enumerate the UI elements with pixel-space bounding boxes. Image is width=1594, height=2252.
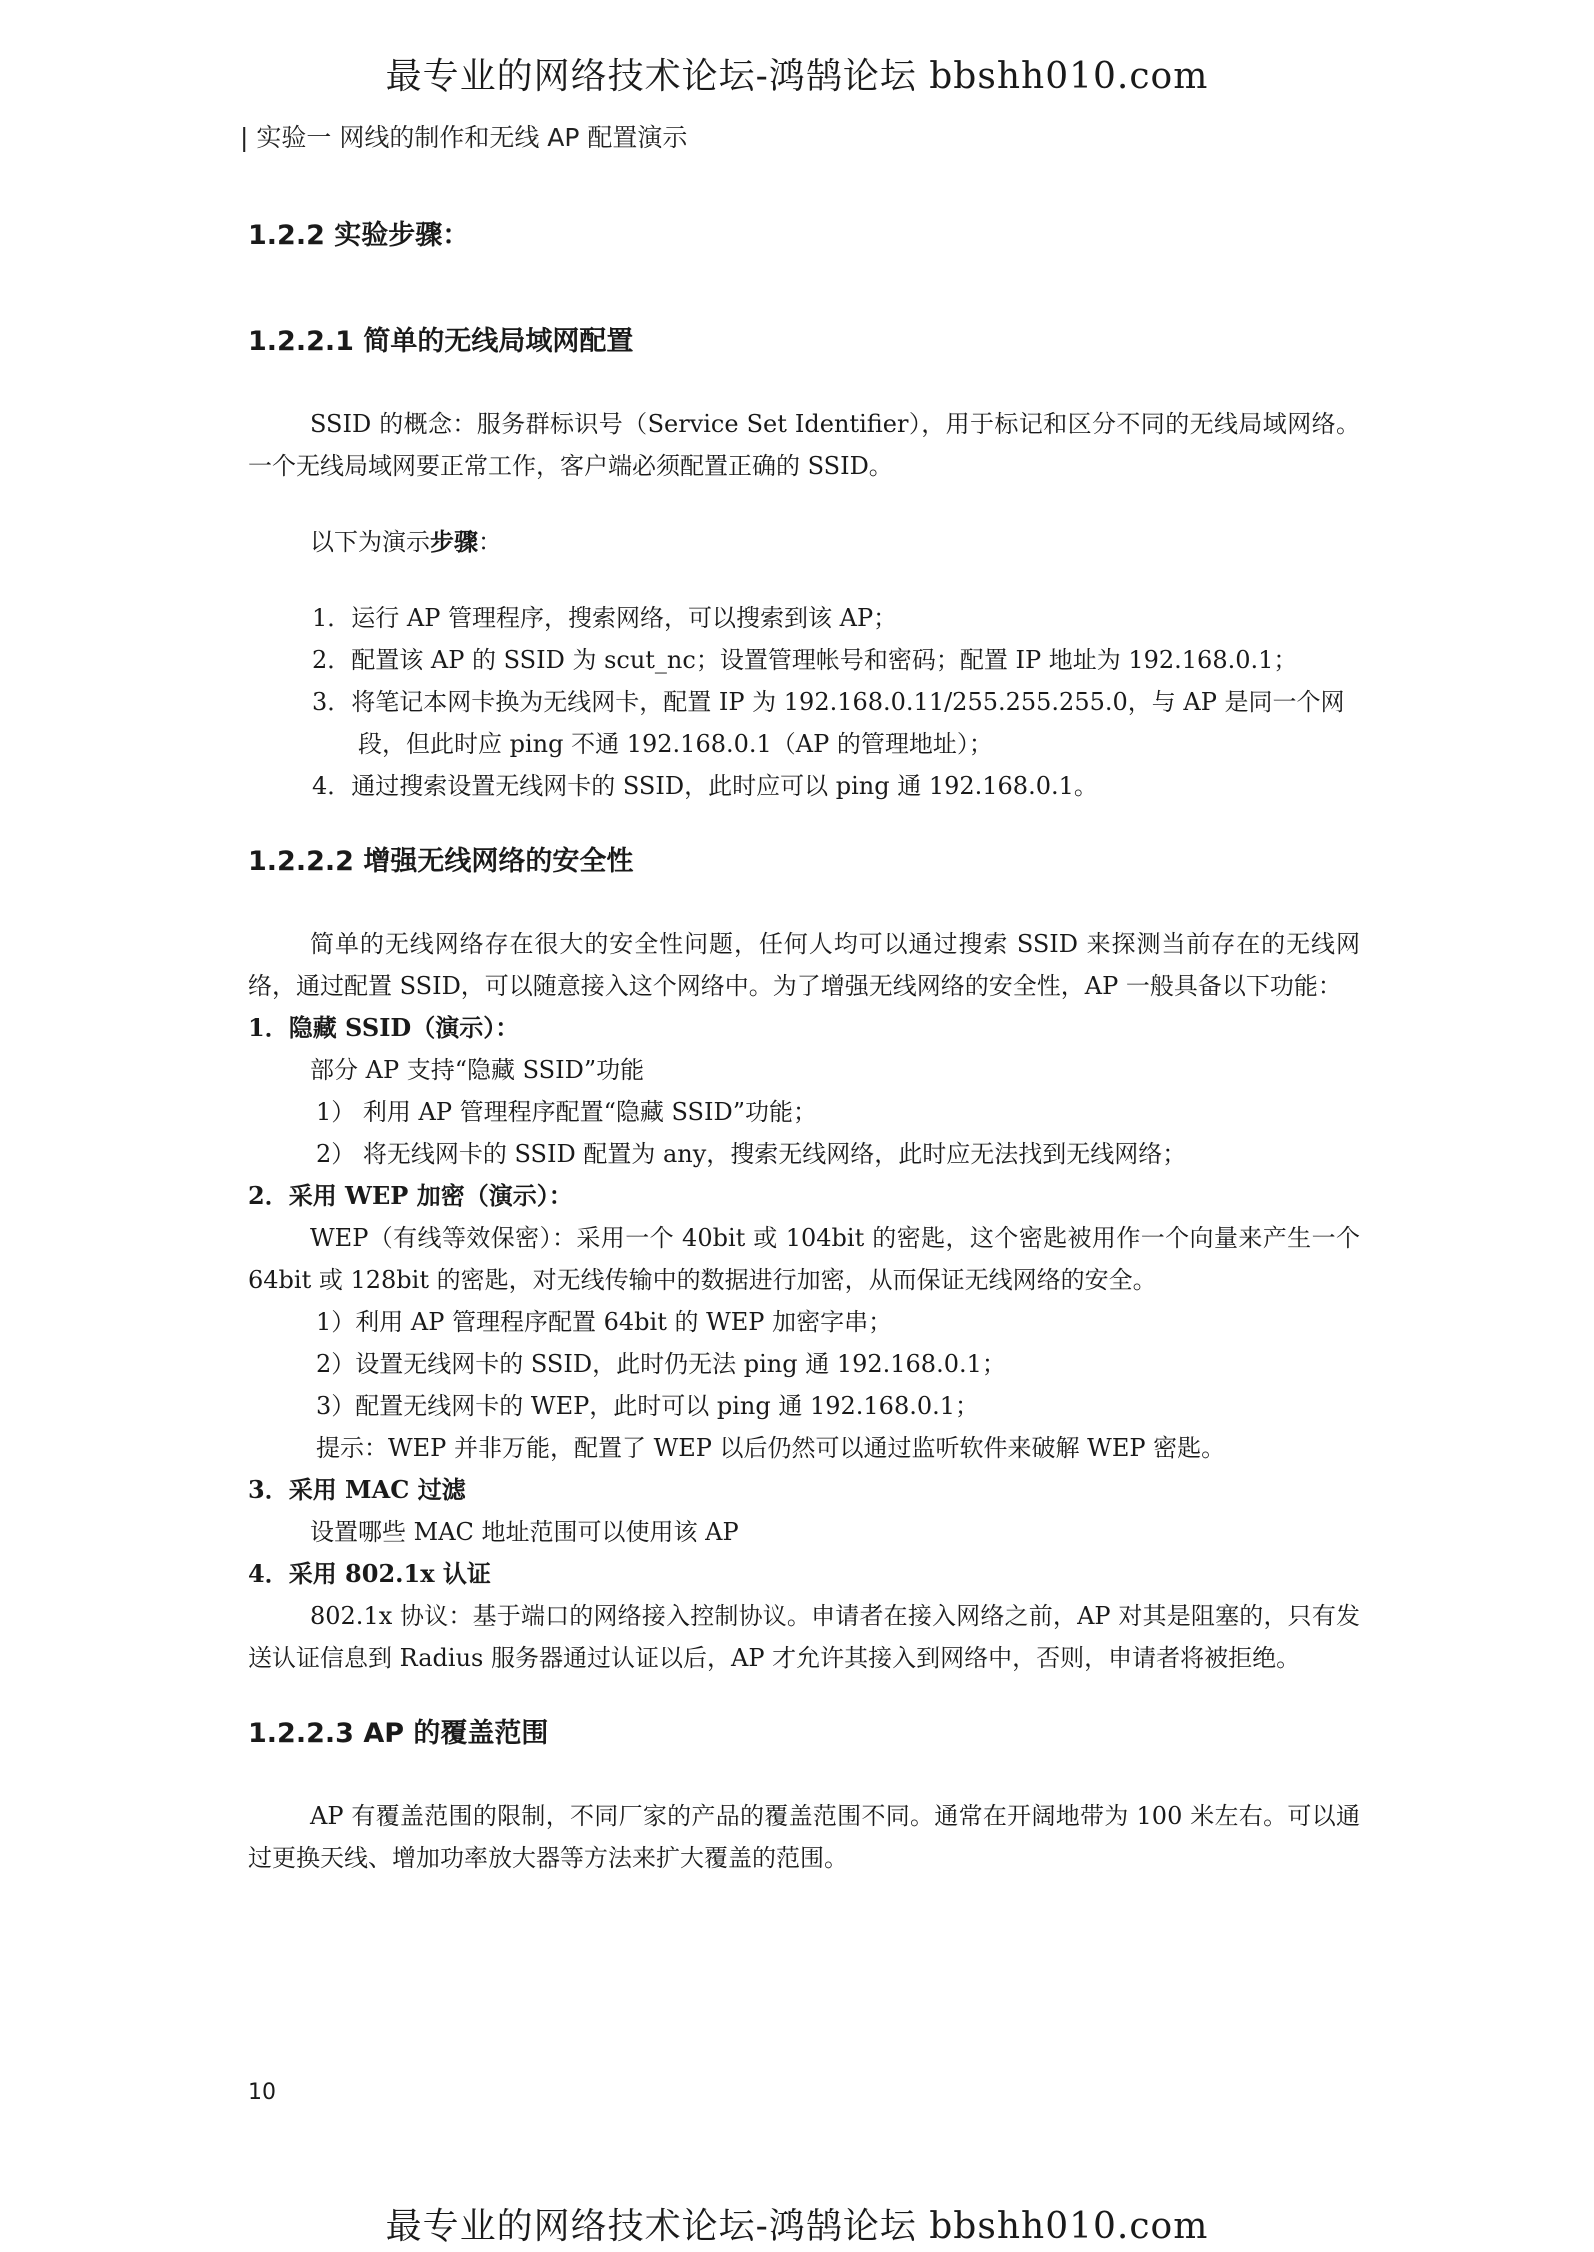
mac-filter-body: 设置哪些 MAC 地址范围可以使用该 AP: [310, 1518, 739, 1546]
wep-title: 2．采用 WEP 加密（演示）：: [248, 1181, 573, 1210]
hide-ssid-title: 1．隐藏 SSID（演示）：: [248, 1013, 520, 1042]
list-item: 4．通过搜索设置无线网卡的 SSID，此时应可以 ping 通 192.168.0.1。: [312, 772, 1098, 800]
list-item: 3．将笔记本网卡换为无线网卡，配置 IP 为 192.168.0.11/255.255.255.0，与 AP 是同一个网段，但此时应 ping 不通 192.168.0.1（AP 的管理地址）；: [312, 688, 1345, 758]
demo-steps-list: [248, 597, 1360, 807]
page-content: [248, 205, 1360, 1879]
hide-ssid-step-1: 1） 利用 AP 管理程序配置“隐藏 SSID”功能；: [316, 1098, 817, 1126]
list-item: 1．运行 AP 管理程序，搜索网络，可以搜索到该 AP；: [312, 604, 898, 632]
hide-ssid-body: 部分 AP 支持“隐藏 SSID”功能: [310, 1056, 645, 1084]
mac-filter-title: 3．采用 MAC 过滤: [248, 1475, 466, 1504]
steps-intro-bold: 步骤: [430, 527, 478, 556]
wep-tip: 提示：WEP 并非万能，配置了 WEP 以后仍然可以通过监听软件来破解 WEP 密匙。: [316, 1434, 1226, 1462]
heading-1-2-2-2: 1.2.2.2 增强无线网络的安全性: [248, 846, 634, 877]
coverage-paragraph: AP 有覆盖范围的限制，不同厂家的产品的覆盖范围不同。通常在开阔地带为 100 米左右。可以通过更换天线、增加功率放大器等方法来扩大覆盖的范围。: [248, 1802, 1360, 1872]
steps-intro-prefix: 以下为演示: [310, 528, 430, 556]
bottom-banner: 最专业的网络技术论坛-鸿鹄论坛 bbshh010.com: [385, 2206, 1209, 2247]
ssid-concept-paragraph: SSID 的概念：服务群标识号（Service Set Identifier），用于标记和区分不同的无线局域网络。一个无线局域网要正常工作，客户端必须配置正确的 SSID。: [248, 410, 1360, 480]
steps-intro-suffix: ：: [478, 528, 502, 556]
dot1x-body: 802.1x 协议：基于端口的网络接入控制协议。申请者在接入网络之前，AP 对其是阻塞的，只有发送认证信息到 Radius 服务器通过认证以后，AP 才允许其接入到网络中，否则，申请者将被拒绝。: [248, 1602, 1360, 1672]
heading-1-2-2-3: 1.2.2.3 AP 的覆盖范围: [248, 1718, 549, 1749]
dot1x-title: 4．采用 802.1x 认证: [248, 1559, 491, 1588]
heading-1-2-2-1: 1.2.2.1 简单的无线局域网配置: [248, 326, 634, 357]
heading-1-2-2: 1.2.2 实验步骤：: [248, 220, 470, 251]
wep-step-3: 3）配置无线网卡的 WEP，此时可以 ping 通 192.168.0.1；: [316, 1392, 980, 1420]
list-item: 2．配置该 AP 的 SSID 为 scut_nc；设置管理帐号和密码；配置 IP 地址为 192.168.0.1；: [312, 646, 1298, 674]
running-header: | 实验一 网线的制作和无线 AP 配置演示: [240, 123, 688, 152]
steps-intro: [310, 521, 1360, 563]
wep-body: WEP（有线等效保密）：采用一个 40bit 或 104bit 的密匙，这个密匙被用作一个向量来产生一个 64bit 或 128bit 的密匙，对无线传输中的数据进行加密，从而保证无线网络的安全。: [248, 1224, 1360, 1294]
page-number: 10: [248, 2080, 276, 2105]
top-banner: 最专业的网络技术论坛-鸿鹄论坛 bbshh010.com: [385, 56, 1209, 97]
wep-step-2: 2）设置无线网卡的 SSID，此时仍无法 ping 通 192.168.0.1；: [316, 1350, 1006, 1378]
wep-step-1: 1）利用 AP 管理程序配置 64bit 的 WEP 加密字串；: [316, 1308, 893, 1336]
hide-ssid-step-2: 2） 将无线网卡的 SSID 配置为 any，搜索无线网络，此时应无法找到无线网络；: [316, 1140, 1187, 1168]
security-intro-paragraph: 简单的无线网络存在很大的安全性问题，任何人均可以通过搜索 SSID 来探测当前存在的无线网络，通过配置 SSID，可以随意接入这个网络中。为了增强无线网络的安全性，AP 一般具备以下功能：: [248, 930, 1360, 1000]
